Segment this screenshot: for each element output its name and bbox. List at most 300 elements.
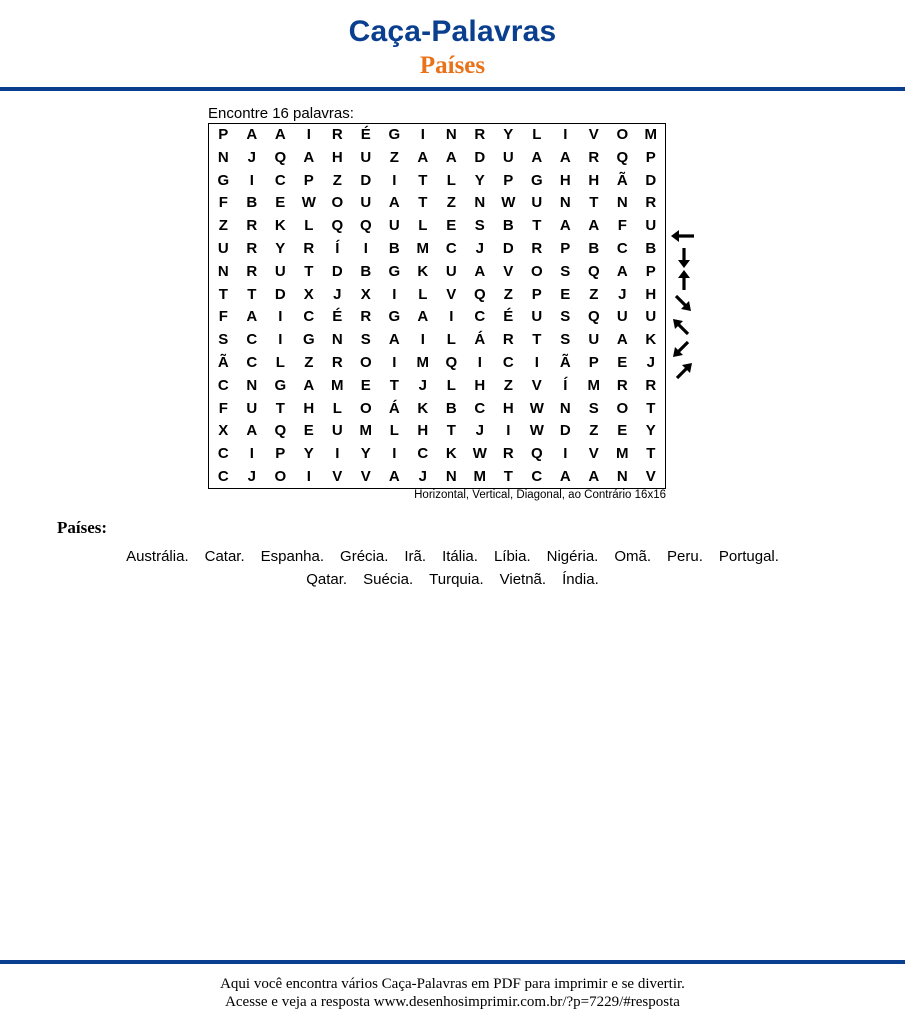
direction-legend [668,224,698,384]
grid-letter: K [645,331,657,349]
grid-letter: T [532,217,542,235]
grid-letter: N [559,399,571,417]
word-item: Omã. [614,548,652,565]
grid-row [209,215,665,238]
grid-letter: L [446,331,456,349]
grid-letter: I [392,285,397,303]
grid-letter: G [274,376,287,394]
grid-letter: B [388,240,400,257]
grid-letter: D [274,285,286,303]
grid-letter: W [501,194,516,212]
grid-letter: I [278,331,283,349]
grid-letter: T [218,285,228,303]
grid-letter: B [445,399,457,417]
grid-letter: X [360,285,371,303]
grid-letter: X [303,285,314,303]
grid-letter: M [331,376,344,394]
page-title: Caça-Palavras [348,15,557,48]
grid-letter: U [588,331,600,349]
grid-letter: L [446,376,456,394]
grid-letter: P [645,148,656,166]
grid-letter: C [417,445,429,463]
grid-letter: M [587,376,601,394]
grid-letter: I [477,354,482,371]
grid-letter: C [445,240,457,257]
grid-letter: R [246,262,258,280]
grid-row [209,261,665,284]
grid-letter: P [588,354,599,371]
grid-letter: K [274,217,286,235]
grid-letter: M [359,422,373,440]
grid-letter: R [502,445,514,463]
grid-letter: P [275,445,286,463]
grid-letter: N [445,126,457,143]
grid-letter: S [560,331,571,349]
grid-letter: H [331,148,343,166]
grid-letter: P [531,285,542,303]
grid-letter: T [418,171,428,189]
grid-letter: V [360,468,371,485]
grid-letter: Á [474,331,486,349]
grid-letter: R [531,240,543,257]
grid-letter: L [389,422,399,440]
top-divider [0,87,905,91]
grid-letter: I [249,445,254,463]
grid-letter: I [534,354,539,371]
grid-letter: A [588,468,600,485]
grid-row [209,284,665,307]
grid-letter: C [217,468,229,485]
word-list-line-2 [0,571,905,588]
word-item: Qatar. [306,571,348,588]
grid-letter: I [392,171,397,189]
grid-letter: C [474,399,486,417]
grid-letter: Q [616,148,629,166]
grid-letter: M [644,126,658,143]
grid-letter: A [588,217,600,235]
grid-letter: A [388,331,400,349]
grid-letter: G [388,126,401,143]
grid-letter: Z [332,171,342,189]
grid-letter: P [645,262,656,280]
grid-letter: H [645,285,657,303]
grid-letter: F [617,217,627,235]
grid-letter: C [246,331,258,349]
grid-letter: A [531,148,543,166]
grid-letter: R [588,148,600,166]
grid-letter: I [420,331,425,349]
grid-row [209,238,665,261]
page-subtitle: Países [419,52,486,79]
grid-letter: J [646,354,655,371]
grid-letter: I [335,445,340,463]
grid-letter: S [588,399,599,417]
grid-letter: A [388,468,400,485]
grid-letter: S [360,331,371,349]
grid-row [209,466,665,489]
grid-letter: R [474,126,486,143]
grid-letter: L [446,171,456,189]
word-list-line-1 [0,548,905,565]
grid-letter: N [616,468,628,485]
grid-letter: U [360,148,372,166]
grid-letter: J [418,376,427,394]
arrow-down-left-icon [673,342,688,357]
grid-letter: L [418,285,428,303]
grid-letter: T [389,376,399,394]
grid-letter: T [589,194,599,212]
grid-letter: G [217,171,230,189]
grid-letter: É [503,308,514,326]
grid-letter: I [449,308,454,326]
grid-letter: Z [218,217,228,235]
grid-letter: A [417,148,429,166]
grid-letter: V [588,445,599,463]
word-item: Espanha. [260,548,325,565]
grid-letter: E [275,194,286,212]
grid-letter: Z [503,376,513,394]
grid-letter: L [275,354,285,371]
grid-letter: H [303,399,315,417]
arrow-down-right-icon [676,296,691,311]
grid-letter: I [392,445,397,463]
grid-letter: R [360,308,372,326]
grid-letter: U [502,148,514,166]
grid-letter: D [474,148,486,166]
grid-letter: L [304,217,314,235]
word-item: Índia. [562,571,599,588]
word-list-title: Países: [57,518,108,537]
grid-letter: D [360,171,372,189]
grid-letter: E [617,422,628,440]
grid-letter: R [616,376,628,394]
grid-letter: L [332,399,342,417]
grid-letter: T [304,262,314,280]
grid-letter: Q [587,262,600,280]
footer-text: Aqui você encontra vários Caça-Palavras em PDF para imprimir e se divertir. [220,976,685,992]
grid-letter: V [446,285,457,303]
grid-letter: H [559,171,571,189]
grid-letter: E [446,217,457,235]
word-item: Austrália. [126,548,189,565]
grid-letter: C [246,354,258,371]
grid-letter: Q [473,285,486,303]
grid-letter: Ã [616,171,628,189]
grid-letter: Z [503,285,513,303]
grid-letter: A [417,308,429,326]
grid-letter: A [559,217,571,235]
grid-row [209,352,665,375]
grid-letter: B [502,217,514,235]
arrow-down-icon [678,248,690,268]
grid-letter: A [388,194,400,212]
grid-letter: Ã [217,354,229,371]
grid-letter: Í [563,376,568,394]
grid-letter: A [616,262,628,280]
grid-letter: W [472,445,487,463]
grid-letter: H [588,171,600,189]
grid-letter: O [616,126,629,143]
grid-letter: Y [645,422,656,440]
grid-letter: L [532,126,542,143]
grid-letter: Í [335,240,340,257]
grid-letter: B [360,262,372,280]
grid-letter: R [502,331,514,349]
grid-letter: R [246,240,258,257]
grid-letter: É [332,308,343,326]
grid-letter: K [417,399,429,417]
grid-letter: I [306,468,311,485]
grid-letter: G [388,308,401,326]
grid-letter: Z [589,285,599,303]
grid-letter: Y [275,240,286,257]
grid-letter: C [474,308,486,326]
word-item: Nigéria. [546,548,599,565]
grid-letter: A [445,148,457,166]
grid-letter: Q [445,354,458,371]
grid-letter: V [332,468,343,485]
grid-letter: U [645,217,657,235]
grid-letter: O [359,354,372,371]
grid-letter: Q [530,445,543,463]
grid-letter: F [218,194,228,212]
grid-letter: I [420,126,425,143]
grid-letter: Y [474,171,485,189]
grid-letter: J [247,148,256,166]
grid-letter: N [474,194,486,212]
grid-letter: O [530,262,543,280]
grid-letter: Ã [559,354,571,371]
grid-letter: U [531,194,543,212]
grid-letter: C [274,171,286,189]
arrow-left-icon [671,230,694,242]
grid-letter: N [217,262,229,280]
grid-letter: D [645,171,657,189]
grid-letter: Q [274,422,287,440]
bottom-divider [0,960,905,964]
grid-letter: U [246,399,258,417]
letter-grid [208,123,666,489]
word-item: Itália. [442,548,478,565]
grid-letter: O [616,399,629,417]
grid-row [209,398,665,421]
grid-letter: Z [589,422,599,440]
grid-letter: Q [274,148,287,166]
grid-letter: K [445,445,457,463]
grid-letter: N [331,331,343,349]
grid-letter: B [246,194,258,212]
grid-letter: E [360,376,371,394]
grid-letter: N [616,194,628,212]
grid-letter: L [418,217,428,235]
grid-letter: J [475,240,484,257]
grid-letter: N [445,468,457,485]
grid-letter: I [306,126,311,143]
grid-letter: R [331,354,343,371]
grid-letter: P [503,171,514,189]
grid-row [209,147,665,170]
grid-letter: T [646,399,656,417]
grid-letter: R [645,194,657,212]
grid-letter: D [331,262,343,280]
grid-letter: H [502,399,514,417]
grid-letter: O [274,468,287,485]
grid-letter: A [303,376,315,394]
grid-letter: C [303,308,315,326]
grid-letter: P [218,126,229,143]
word-item: Grécia. [340,548,389,565]
grid-letter: C [531,468,543,485]
word-item: Turquia. [429,571,484,588]
word-item: Irã. [404,548,427,565]
grid-letter: Q [359,217,372,235]
grid-letter: S [474,217,485,235]
grid-letter: A [474,262,486,280]
grid-letter: R [303,240,315,257]
grid-letter: T [418,194,428,212]
grid-letter: N [246,376,258,394]
grid-letter: N [217,148,229,166]
grid-row [209,420,665,443]
grid-letter: S [218,331,229,349]
grid-letter: J [618,285,627,303]
grid-letter: E [617,354,628,371]
grid-letter: A [616,331,628,349]
word-item: Líbia. [493,548,531,565]
word-item: Suécia. [363,571,414,588]
grid-letter: R [331,126,343,143]
grid-letter: G [530,171,543,189]
word-item: Portugal. [718,548,779,565]
grid-letter: I [363,240,368,257]
grid-letter: A [246,308,258,326]
grid-letter: O [359,399,372,417]
grid-letter: U [331,422,343,440]
grid-letter: Y [503,126,514,143]
grid-letter: T [247,285,257,303]
grid-letter: W [529,399,544,417]
grid-letter: V [503,262,514,280]
grid-letter: M [416,354,430,371]
grid-letter: A [559,148,571,166]
grid-letter: É [360,126,371,143]
grid-letter: S [560,308,571,326]
grid-letter: B [645,240,657,257]
grid-letter: U [217,240,229,257]
grid-letter: T [446,422,456,440]
word-item: Vietnã. [499,571,547,588]
grid-row [209,443,665,466]
grid-letter: J [418,468,427,485]
grid-letter: E [560,285,571,303]
grid-letter: I [563,126,568,143]
grid-letter: Q [331,217,344,235]
grid-letter: U [360,194,372,212]
grid-letter: V [531,376,542,394]
grid-letter: C [616,240,628,257]
grid-letter: P [303,171,314,189]
arrow-up-left-icon [673,319,688,334]
grid-letter: C [502,354,514,371]
grid-letter: W [301,194,316,212]
grid-letter: C [217,376,229,394]
grid-letter: J [247,468,256,485]
grid-letter: A [559,468,571,485]
grid-letter: M [473,468,487,485]
grid-letter: R [645,376,657,394]
grid-letter: A [246,422,258,440]
grid-letter: N [559,194,571,212]
grid-letter: G [388,262,401,280]
grid-letter: Z [304,354,314,371]
grid-row [209,306,665,329]
grid-letter: A [274,126,286,143]
grid-letter: D [502,240,514,257]
grid-letter: U [531,308,543,326]
grid-letter: J [333,285,342,303]
grid-letter: A [246,126,258,143]
grid-letter: Z [389,148,399,166]
grid-letter: H [474,376,486,394]
grid-letter: T [646,445,656,463]
grid-row [209,375,665,398]
grid-letter: J [475,422,484,440]
grid-letter: I [506,422,511,440]
grid-row [209,329,665,352]
puzzle-instruction: Encontre 16 palavras: [208,105,354,122]
word-item: Catar. [204,548,245,565]
grid-letter: U [388,217,400,235]
grid-letter: I [563,445,568,463]
grid-letter: E [303,422,314,440]
grid-row [209,124,665,147]
grid-letter: U [274,262,286,280]
grid-row [209,192,665,215]
grid-letter: Z [446,194,456,212]
grid-letter: T [275,399,285,417]
grid-letter: I [278,308,283,326]
grid-letter: V [645,468,656,485]
grid-letter: F [218,308,228,326]
word-item: Peru. [667,548,703,565]
grid-letter: Y [360,445,371,463]
grid-letter: R [246,217,258,235]
grid-letter: K [417,262,429,280]
grid-letter: U [645,308,657,326]
grid-letter: P [560,240,571,257]
arrow-up-right-icon [677,363,692,378]
grid-letter: U [616,308,628,326]
footer-link-text: Acesse e veja a resposta www.desenhosimprimir.com.br/?p=7229/#resposta [225,994,680,1010]
grid-letter: Á [388,399,400,417]
grid-letter: X [218,422,229,440]
grid-letter: H [417,422,429,440]
grid-letter: D [559,422,571,440]
grid-letter: W [529,422,544,440]
grid-letter: T [503,468,513,485]
grid-letter: C [217,445,229,463]
grid-letter: M [416,240,430,257]
grid-letter: A [303,148,315,166]
grid-letter: M [616,445,629,463]
grid-letter: T [532,331,542,349]
grid-letter: I [392,354,397,371]
grid-letter: I [249,171,254,189]
grid-letter: Y [303,445,314,463]
grid-row [209,170,665,193]
grid-letter: Q [587,308,600,326]
grid-letter: O [331,194,344,212]
